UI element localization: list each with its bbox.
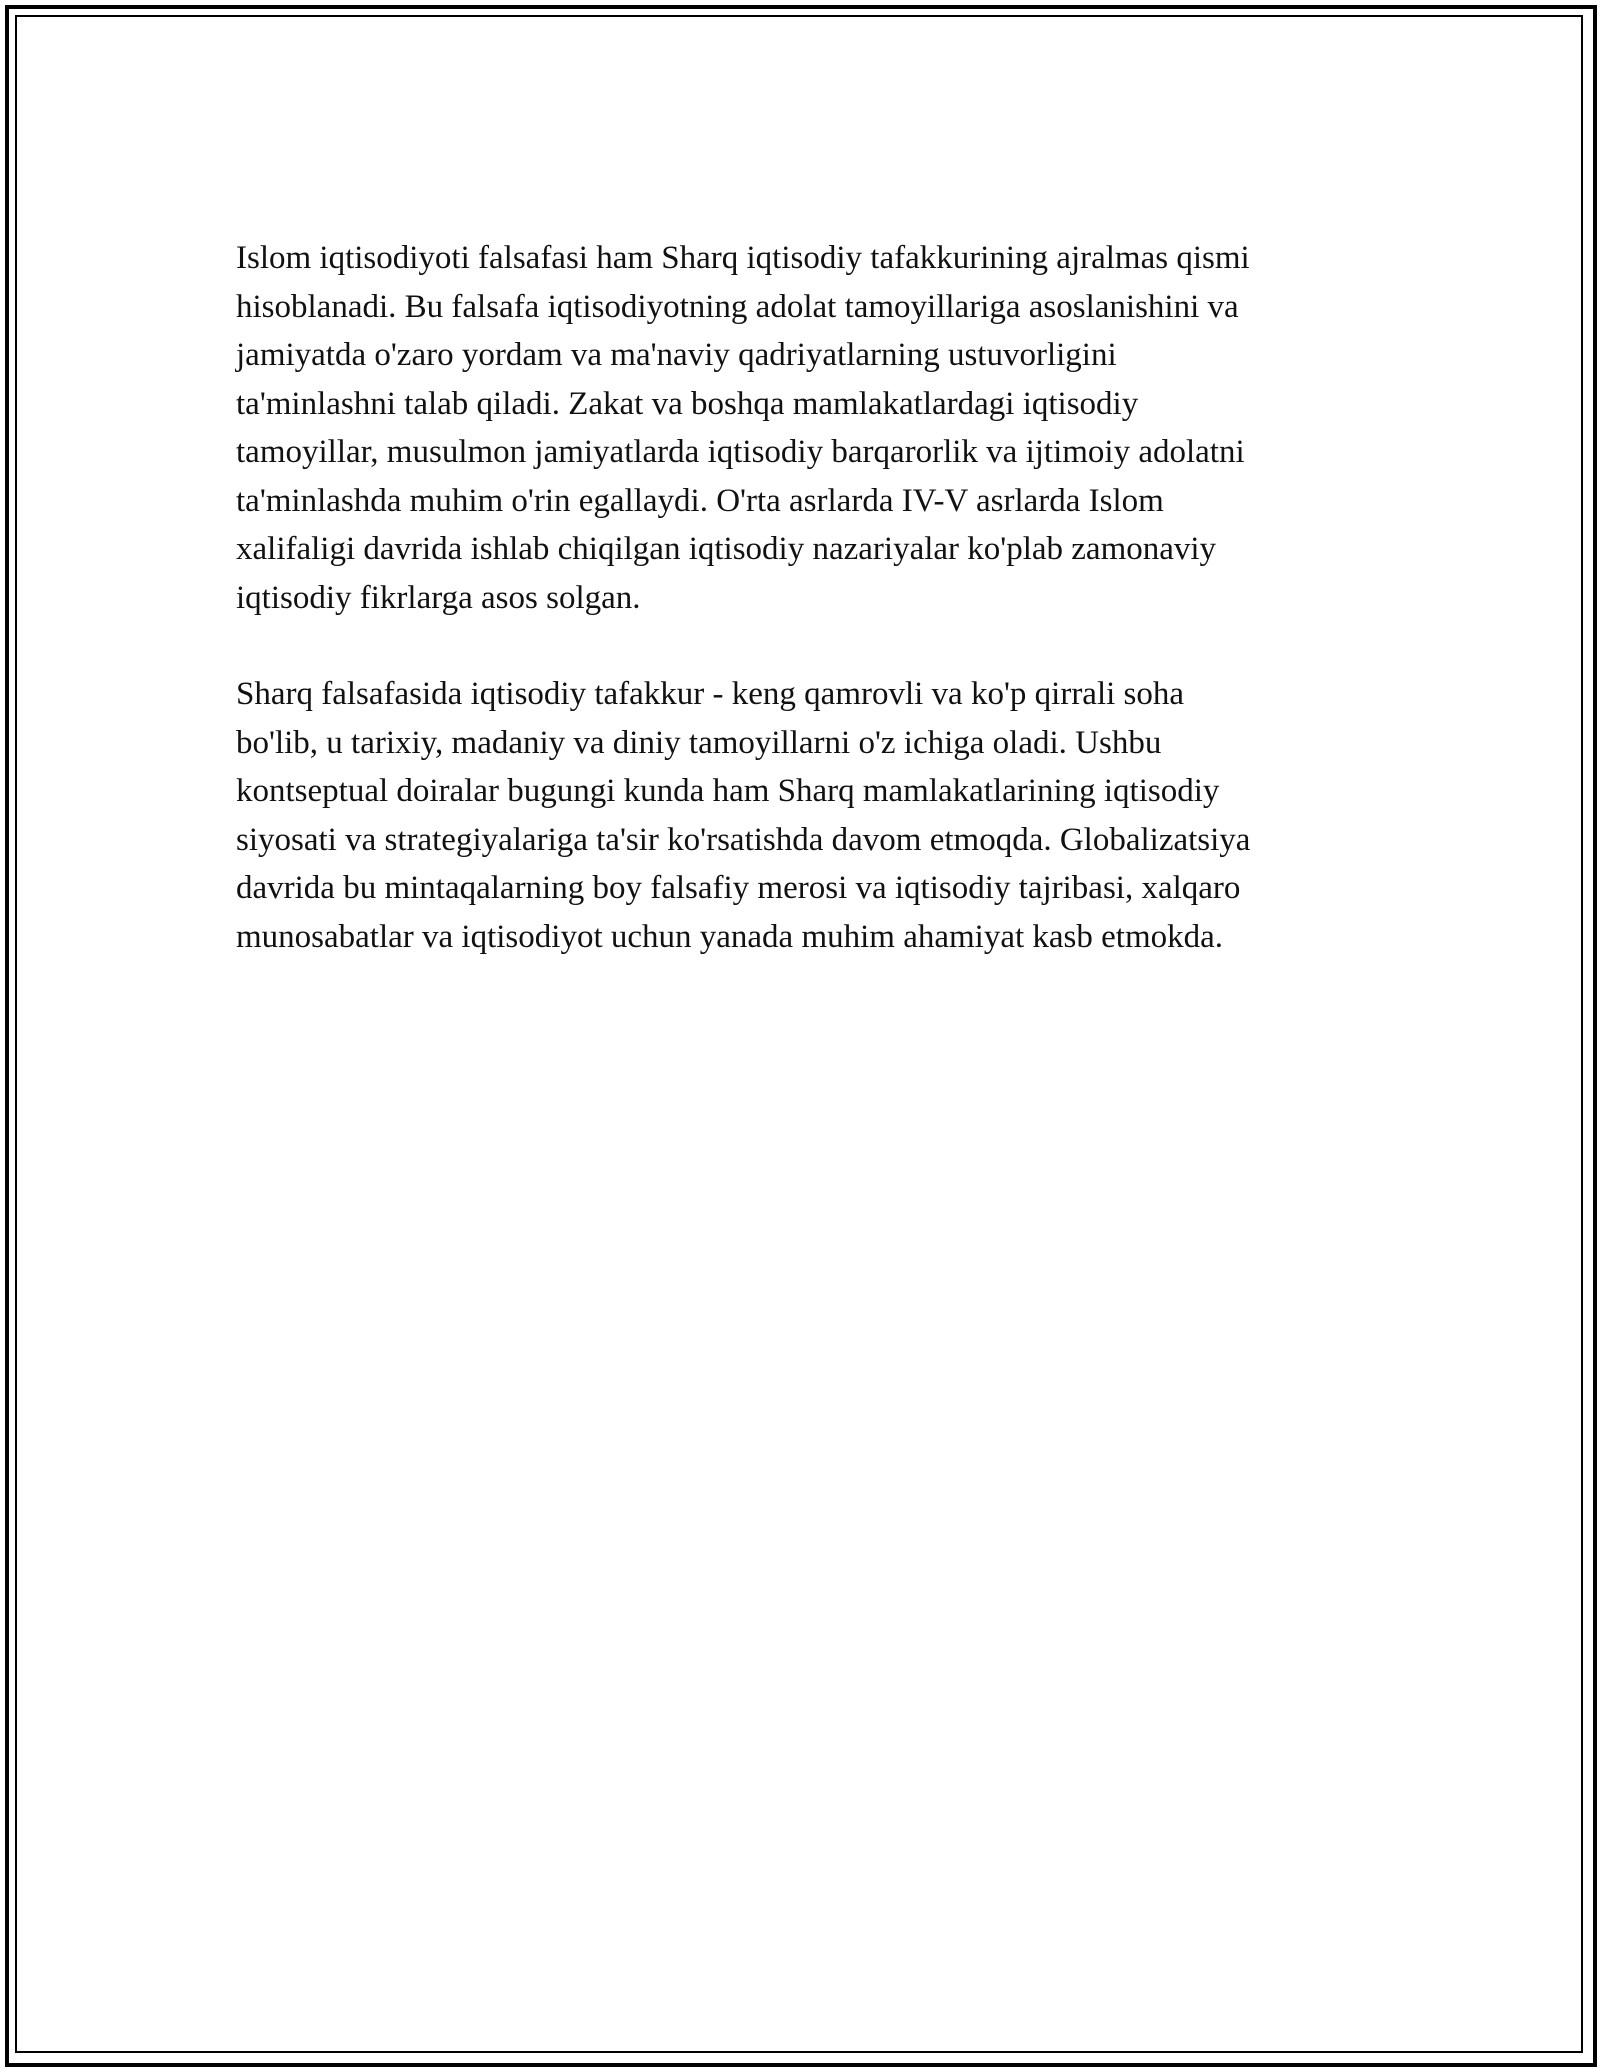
text-line: bo'lib, u tarixiy, madaniy va diniy tamoyillarni o'z ichiga oladi. Ushbu <box>236 724 1162 761</box>
text-line: hisoblanadi. Bu falsafa iqtisodiyotning adolat tamoyillariga asoslanishini va <box>236 288 1239 325</box>
document-body <box>236 234 1376 1009</box>
text-line: jamiyatda o'zaro yordam va ma'naviy qadriyatlarning ustuvorligini <box>236 337 1117 373</box>
text-line: davrida bu mintaqalarning boy falsafiy merosi va iqtisodiy tajribasi, xalqaro <box>236 870 1241 906</box>
text-line: xalifaligi davrida ishlab chiqilgan iqtisodiy nazariyalar ko'plab zamonaviy <box>236 531 1217 567</box>
text-line: ta'minlashni talab qiladi. Zakat va boshqa mamlakatlardagi iqtisodiy <box>236 385 1139 422</box>
text-line: munosabatlar va iqtisodiyot uchun yanada muhim ahamiyat kasb etmokda. <box>236 918 1224 955</box>
text-line: kontseptual doiralar bugungi kunda ham Sharq mamlakatlarining iqtisodiy <box>236 773 1220 809</box>
paragraph-1 <box>236 234 1376 622</box>
text-line: Islom iqtisodiyoti falsafasi ham Sharq iqtisodiy tafakkurining ajralmas qismi <box>236 240 1250 276</box>
text-line: iqtisodiy fikrlarga asos solgan. <box>236 579 641 616</box>
text-line: tamoyillar, musulmon jamiyatlarda iqtisodiy barqarorlik va ijtimoiy adolatni <box>236 434 1245 470</box>
text-line: siyosati va strategiyalariga ta'sir ko'rsatishda davom etmoqda. Globalizatsiya <box>236 821 1251 858</box>
text-line: Sharq falsafasida iqtisodiy tafakkur - keng qamrovli va ko'p qirrali soha <box>236 676 1185 712</box>
text-line: ta'minlashda muhim o'rin egallaydi. O'rta asrlarda IV-V asrlarda Islom <box>236 482 1164 519</box>
paragraph-2 <box>236 670 1376 961</box>
